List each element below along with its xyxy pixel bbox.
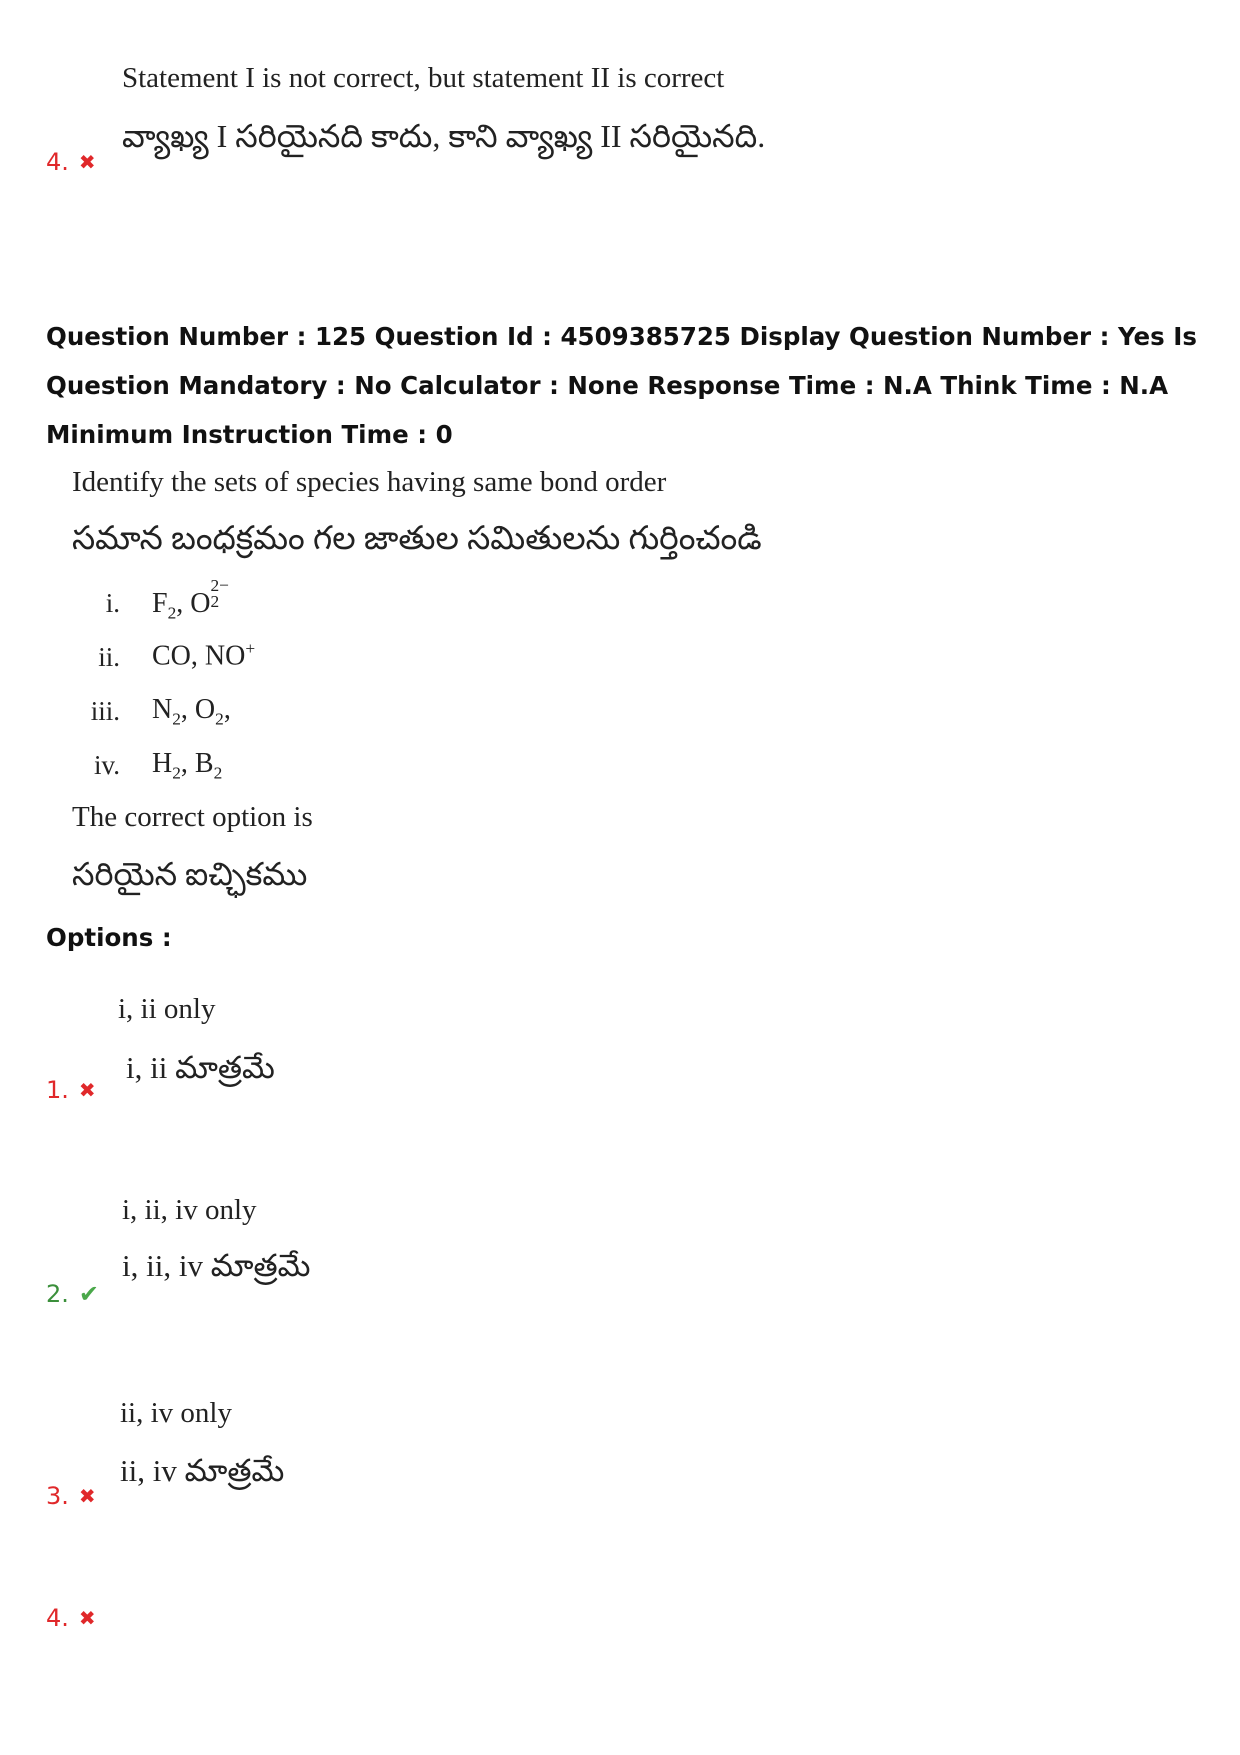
prompt-text-en: The correct option is [72, 801, 313, 833]
option-2-text-en: i, ii, iv only [122, 1194, 257, 1226]
option-1-number [46, 1078, 96, 1102]
item-species: $H_2$, $B_2$ [152, 748, 223, 783]
previous-option-number [46, 150, 96, 174]
option-number-label: 4. [46, 1604, 69, 1632]
previous-option-text-en: Statement I is not correct, but statement II is correct [122, 62, 725, 94]
option-number-label: 2. [46, 1280, 69, 1308]
option-4-number [46, 1606, 96, 1630]
item-roman-numeral: iv. [94, 750, 120, 780]
question-text-en: Identify the sets of species having same bond order [72, 466, 667, 498]
cross-icon: ✖ [78, 150, 96, 174]
previous-option-text-te: వ్యాఖ్య I సరియైనది కాదు, కాని వ్యాఖ్య II సరియైనది. [122, 118, 766, 154]
option-1-text-te: i, ii మాత్రమే [126, 1050, 275, 1085]
option-3-text-te: ii, iv మాత్రమే [120, 1453, 285, 1488]
options-label: Options : [46, 923, 172, 952]
item-species: CO, NO+ [152, 639, 256, 672]
option-3-text-en: ii, iv only [120, 1397, 232, 1429]
option-1-text-en: i, ii only [118, 993, 216, 1025]
option-number-label: 3. [46, 1482, 69, 1510]
cross-icon: ✖ [78, 1078, 96, 1102]
item-species: $F_2$, O 2− 2 [152, 576, 229, 623]
cross-icon: ✖ [78, 1606, 96, 1630]
question-text-te: సమాన బంధక్రమం గల జాతుల సమితులను గుర్తించండి [72, 521, 762, 557]
option-number-label: 1. [46, 1076, 69, 1104]
option-3-number [46, 1484, 96, 1508]
option-2-number [46, 1282, 99, 1306]
item-roman-numeral: ii. [98, 642, 120, 672]
cross-icon: ✖ [78, 1484, 96, 1508]
item-roman-numeral: i. [105, 588, 120, 618]
item-species: $N_2$, $O_2$, [152, 694, 231, 729]
question-meta: Question Number : 125 Question Id : 4509385725 Display Question Number : Yes Is Question Mandatory : No Calculator : None Response Time : N.A Think Time : N.A Minimum Instruction Time : 0 [46, 322, 1197, 449]
prompt-text-te: సరియైన ఐచ్ఛికము [72, 856, 308, 892]
option-number-label: 4. [46, 148, 69, 176]
item-roman-numeral: iii. [90, 696, 120, 726]
check-icon: ✔ [78, 1280, 100, 1308]
option-2-text-te: i, ii, iv మాత్రమే [122, 1248, 311, 1283]
